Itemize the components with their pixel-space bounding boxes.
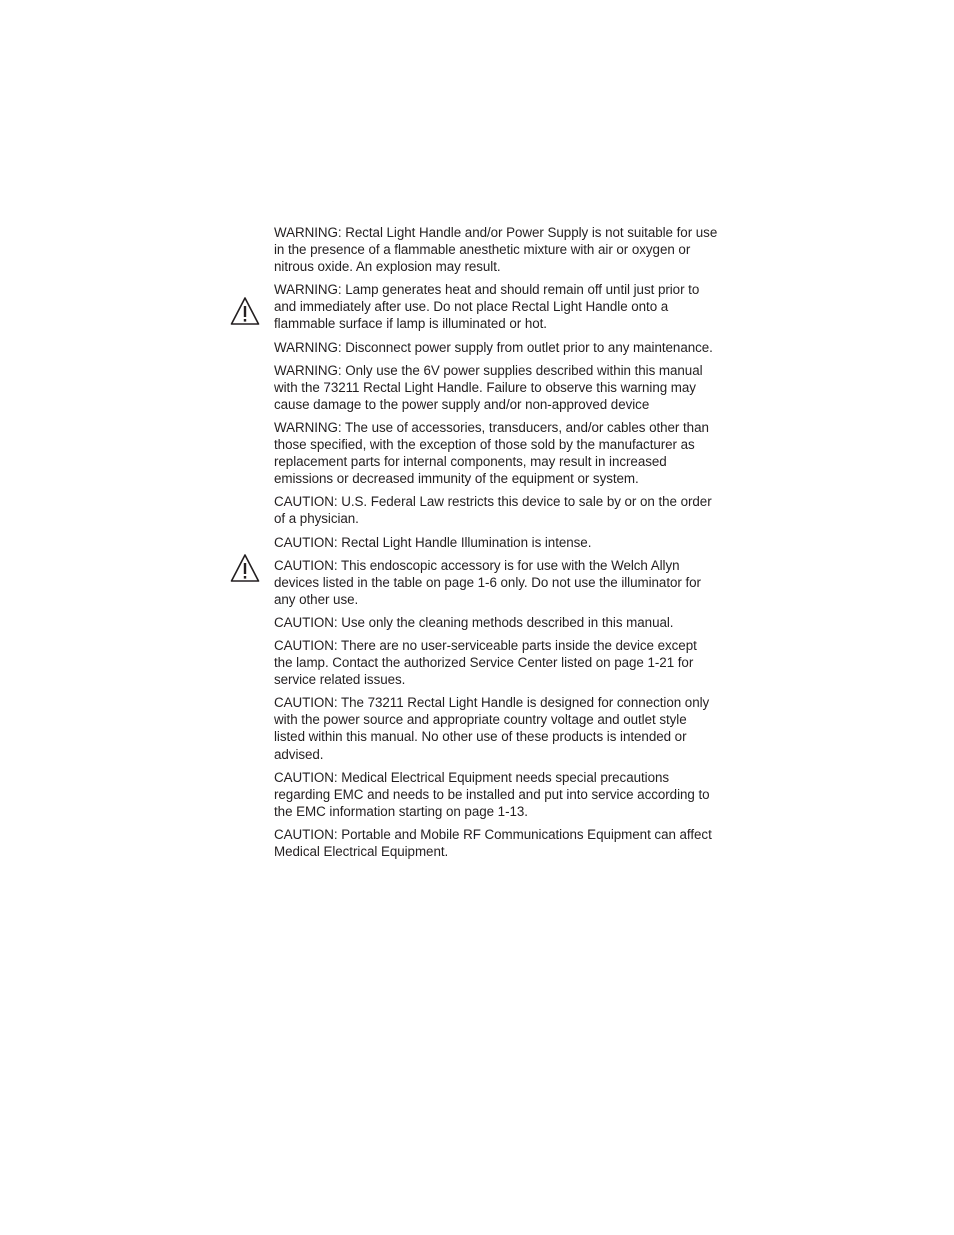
warning-triangle-icon (230, 296, 260, 326)
caution-triangle-icon (230, 553, 260, 583)
warning-accessories-emissions: WARNING: The use of accessories, transducers, and/or cables other than those specified, with the exception of those sold by the manufacturer as replacement parts for internal components, may result in increased emissions or decreased immunity of the equipment or system. (274, 419, 709, 487)
warnings-section (274, 224, 718, 487)
caution-endoscopic-accessory: CAUTION: This endoscopic accessory is for use with the Welch Allyn devices listed in the table on page 1-6 only. Do not use the illuminator for any other use. (274, 557, 701, 607)
caution-federal-law: CAUTION: U.S. Federal Law restricts this device to sale by or on the order of a physician. (274, 494, 712, 527)
warning-flammable-anesthetic: WARNING: Rectal Light Handle and/or Power Supply is not suitable for use in the presence of a flammable anesthetic mixture with air or oxygen or nitrous oxide. An explosion may result. (274, 225, 718, 275)
caution-emc-precautions: CAUTION: Medical Electrical Equipment needs special precautions regarding EMC and needs to be installed and put into service according to the EMC information starting on page 1-13. (274, 769, 710, 819)
caution-cleaning-methods: CAUTION: Use only the cleaning methods described in this manual. (274, 614, 674, 630)
caution-power-source: CAUTION: The 73211 Rectal Light Handle is designed for connection only with the power source and appropriate country voltage and outlet style listed within this manual. No other use of these products is intended or advised. (274, 695, 710, 762)
caution-illumination-intense: CAUTION: Rectal Light Handle Illumination is intense. (274, 534, 592, 550)
safety-notices (274, 224, 718, 866)
caution-rf-equipment: CAUTION: Portable and Mobile RF Communications Equipment can affect Medical Electrical Equipment. (274, 826, 712, 859)
caution-no-serviceable-parts: CAUTION: There are no user-serviceable parts inside the device except the lamp. Contact the authorized Service Center listed on page 1-21 for service related issues. (274, 637, 697, 688)
cautions-section (274, 493, 718, 860)
warning-power-supplies: WARNING: Only use the 6V power supplies described within this manual with the 73211 Rectal Light Handle. Failure to observe this warning may cause damage to the power supply and/or non-approved device (274, 362, 703, 412)
warning-lamp-heat: WARNING: Lamp generates heat and should remain off until just prior to and immediately after use. Do not place Rectal Light Handle onto a flammable surface if lamp is illuminated or hot. (274, 282, 700, 332)
warning-disconnect-power: WARNING: Disconnect power supply from outlet prior to any maintenance. (274, 339, 713, 355)
